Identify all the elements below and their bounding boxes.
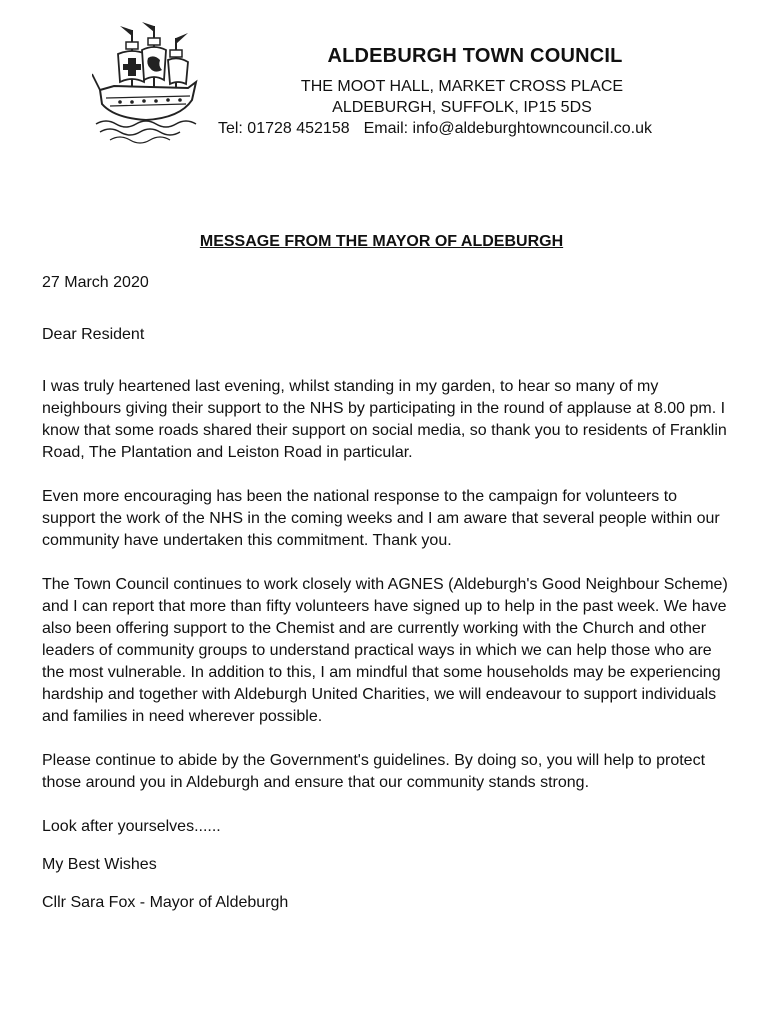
closing-best-wishes: My Best Wishes xyxy=(42,856,157,873)
phone-number: Tel: 01728 452158 xyxy=(217,120,350,137)
paragraph-volunteers: Even more encouraging has been the national response to the campaign for volunteers to support the work of the NHS in the coming weeks and I am aware that several people within our community have undertaken this commitment. Thank you. xyxy=(42,488,720,549)
paragraph-agnes: The Town Council continues to work closely with AGNES (Aldeburgh's Good Neighbour Scheme) and I can report that more than fifty volunteers have signed up to help in the past week. We have also been offering support to the Chemist and are currently working with the Church and other leaders of community groups to understand practical ways in which we can help those who are the most vulnerable. In addition to this, I am mindful that some households may be experiencing hardship and together with Aldeburgh United Charities, we will endeavour to support individuals and families in need wherever possible. xyxy=(42,576,728,725)
letterhead xyxy=(190,44,700,139)
paragraph-guidelines: Please continue to abide by the Government's guidelines. By doing so, you will help to protect those around you in Aldeburgh and ensure that our community stands strong. xyxy=(42,752,706,791)
address-line-2: ALDEBURGH, SUFFOLK, IP15 5DS xyxy=(332,99,592,116)
council-name: ALDEBURGH TOWN COUNCIL xyxy=(327,45,623,67)
paragraph-applause: I was truly heartened last evening, whilst standing in my garden, to hear so many of my neighbours giving their support to the NHS by participating in the round of applause at 8.00 pm. I know that some roads shared their support on social media, so thank you to residents of Franklin Road, The Plantation and Leiston Road in particular. xyxy=(42,378,727,461)
letter-date: 27 March 2020 xyxy=(42,274,149,291)
salutation: Dear Resident xyxy=(42,326,145,343)
letter-body xyxy=(42,272,728,930)
letter-heading: MESSAGE FROM THE MAYOR OF ALDEBURGH xyxy=(199,233,564,250)
address-line-1: THE MOOT HALL, MARKET CROSS PLACE xyxy=(300,78,624,95)
email-address: Email: info@aldeburghtowncouncil.co.uk xyxy=(363,120,653,137)
signature: Cllr Sara Fox - Mayor of Aldeburgh xyxy=(42,894,289,911)
closing-look-after: Look after yourselves...... xyxy=(42,818,221,835)
contact-line xyxy=(170,118,700,139)
